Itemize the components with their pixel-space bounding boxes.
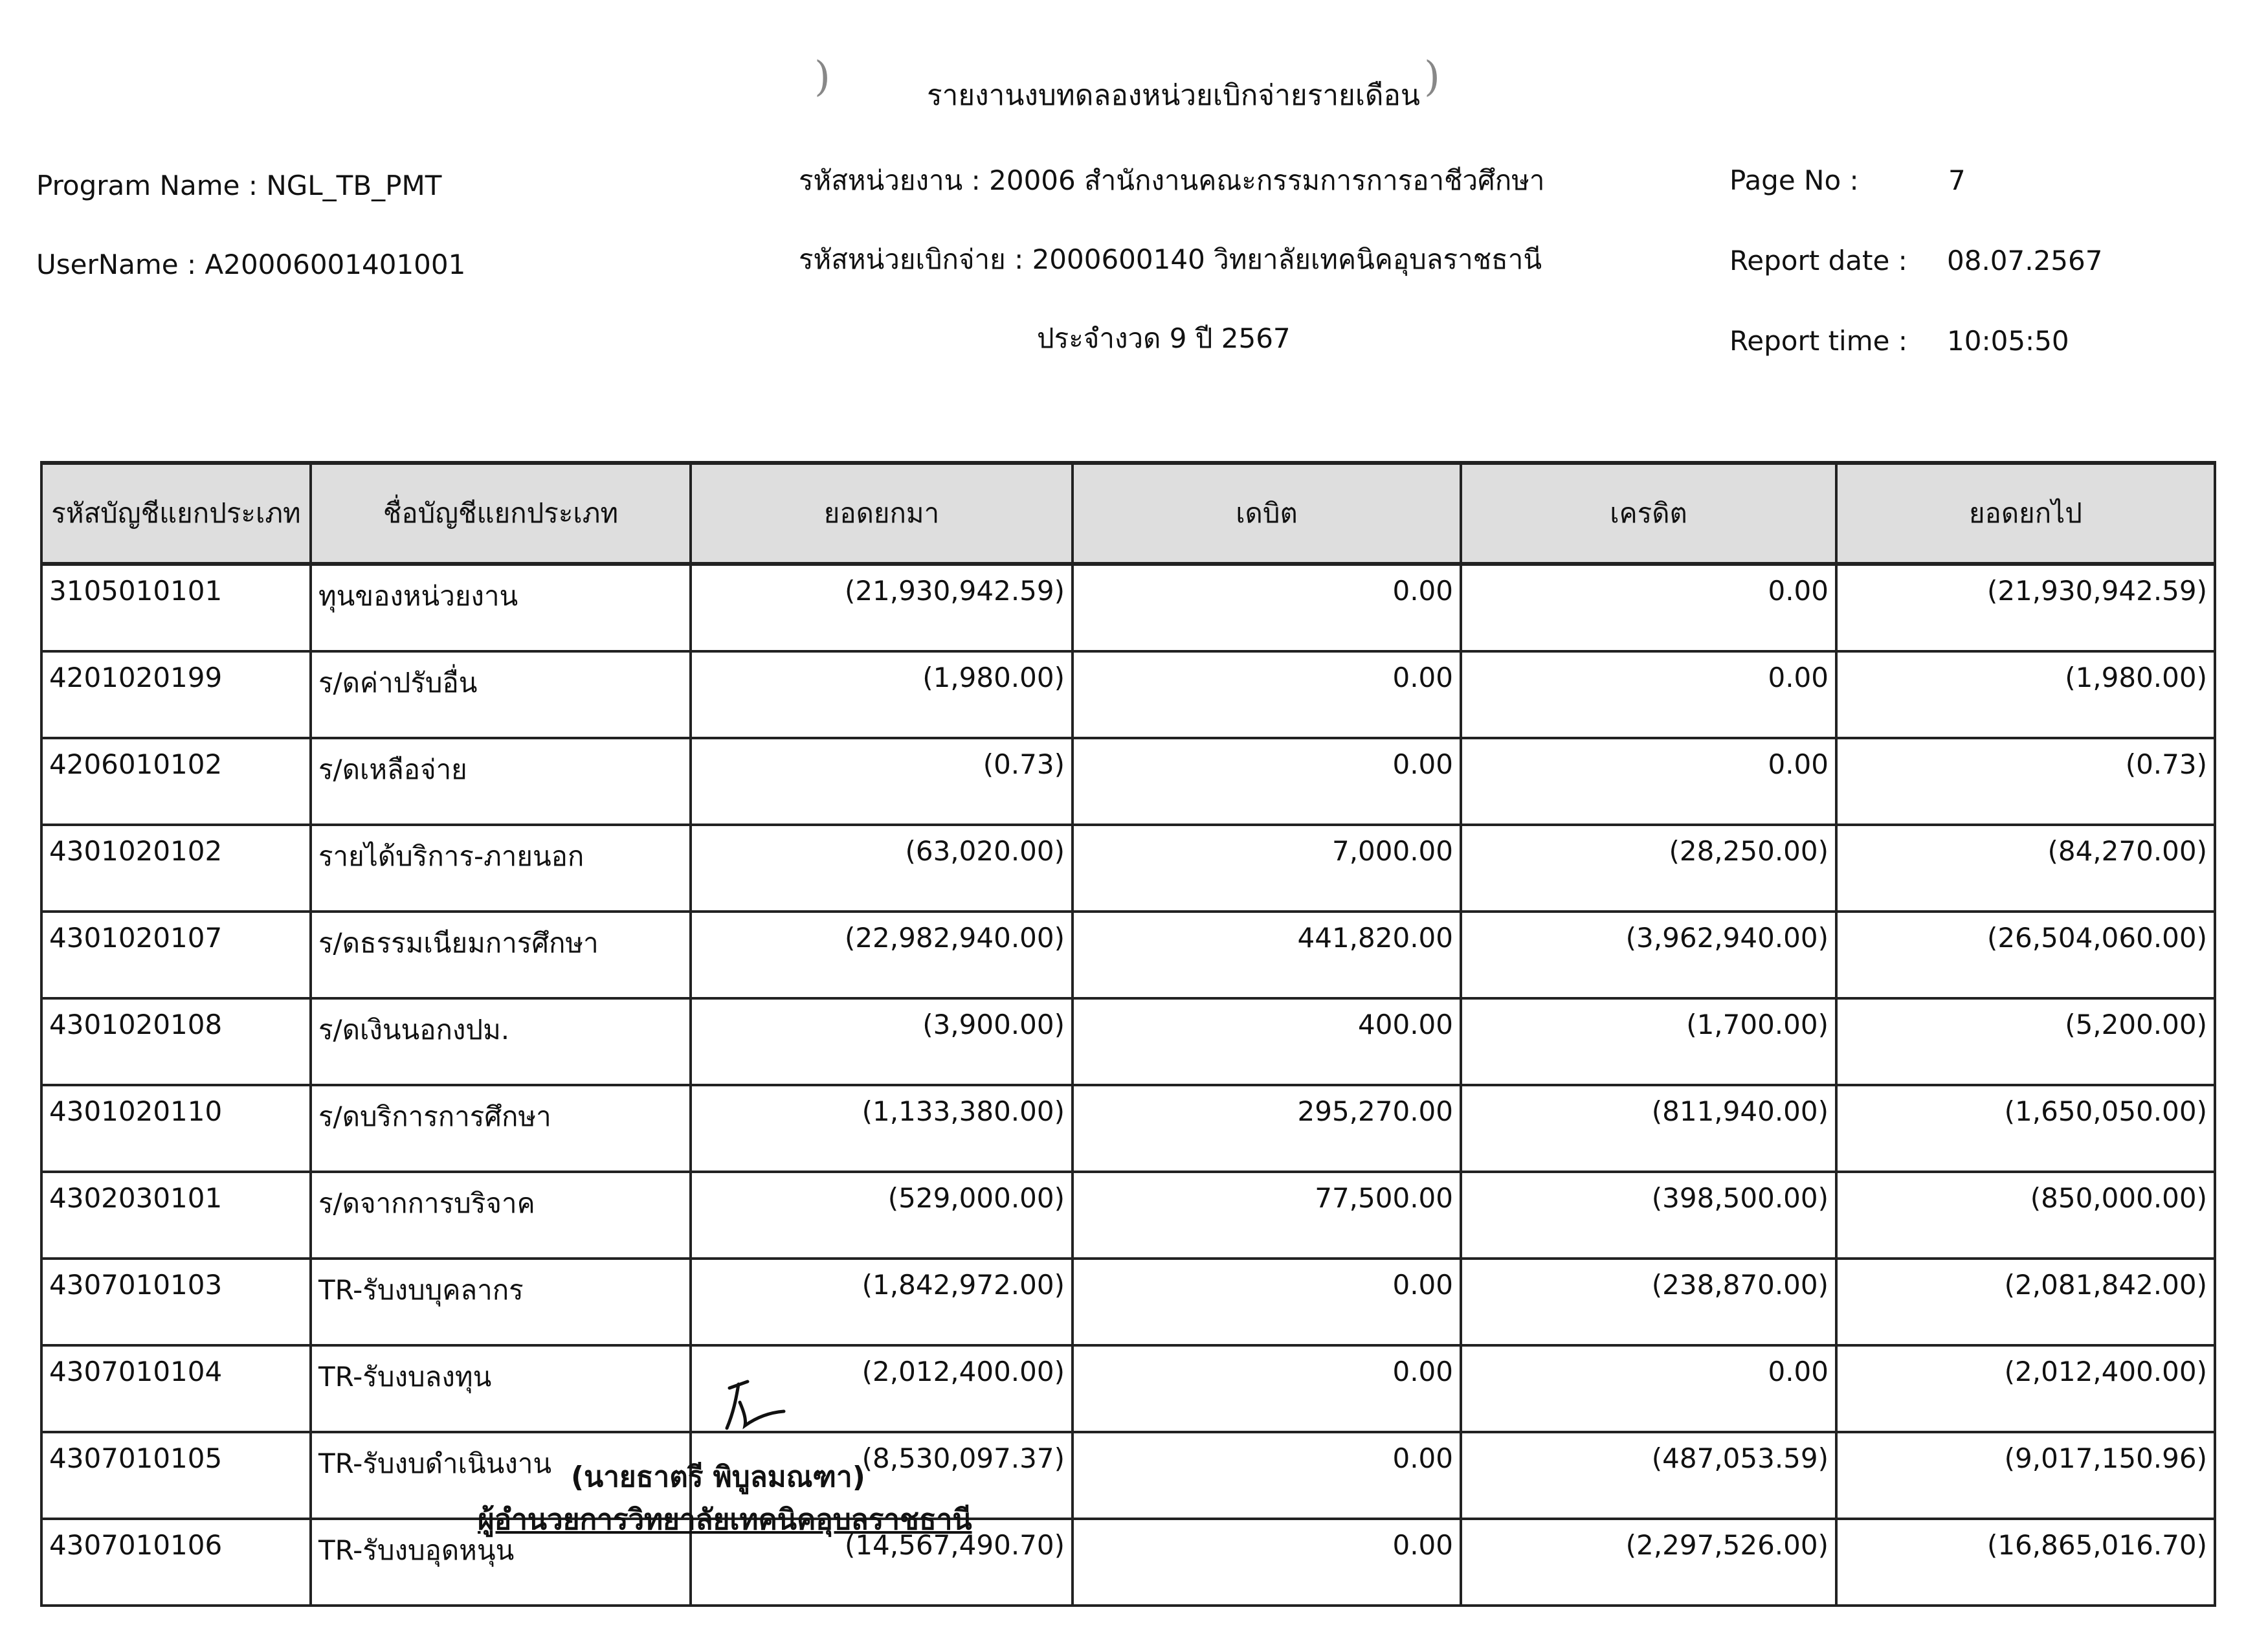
carried-forward-cell: (9,017,150.96) [1836,1432,2215,1519]
brought-forward-cell: (63,020.00) [691,825,1073,912]
account-code-cell: 4307010103 [41,1259,311,1345]
table-row [41,1345,2215,1432]
account-code-cell: 4307010105 [41,1432,311,1519]
brought-forward-cell: (1,980.00) [691,651,1073,738]
carried-forward-cell: (21,930,942.59) [1836,564,2215,651]
account-code-cell: 4307010106 [41,1519,311,1606]
debit-cell: 7,000.00 [1073,825,1461,912]
col-header-credit: เครดิต [1461,463,1836,564]
credit-cell: (1,700.00) [1461,998,1836,1085]
account-name-cell: รายได้บริการ-ภายนอก [311,825,691,912]
account-name-cell: TR-รับงบลงทุน [311,1345,691,1432]
account-code-cell: 4201020199 [41,651,311,738]
debit-cell: 441,820.00 [1073,912,1461,998]
agency-line: รหัสหน่วยงาน : 20006 สำนักงานคณะกรรมการการอาชีวศึกษา [799,164,1545,196]
brought-forward-cell: (0.73) [691,738,1073,825]
credit-cell: 0.00 [1461,564,1836,651]
account-code-cell: 4301020110 [41,1085,311,1172]
table-row [41,651,2215,738]
credit-cell: (2,297,526.00) [1461,1519,1836,1606]
account-code-cell: 4301020108 [41,998,311,1085]
carried-forward-cell: (850,000.00) [1836,1172,2215,1259]
carried-forward-cell: (16,865,016.70) [1836,1519,2215,1606]
debit-cell: 295,270.00 [1073,1085,1461,1172]
table-body [41,564,2215,1606]
col-header-brought-forward: ยอดยกมา [691,463,1073,564]
scan-mark-left: ) [814,53,830,101]
debit-cell: 0.00 [1073,1432,1461,1519]
disbursing-unit-line: รหัสหน่วยเบิกจ่าย : 2000600140 วิทยาลัยเทคนิคอุบลราชธานี [799,243,1542,275]
account-name-cell: ทุนของหน่วยงาน [311,564,691,651]
debit-cell: 0.00 [1073,651,1461,738]
col-header-account-code: รหัสบัญชีแยกประเภท [41,463,311,564]
account-code-cell: 4301020102 [41,825,311,912]
credit-cell: 0.00 [1461,651,1836,738]
carried-forward-cell: (84,270.00) [1836,825,2215,912]
account-name-cell: ร/ดจากการบริจาค [311,1172,691,1259]
brought-forward-cell: (14,567,490.70) [691,1519,1073,1606]
account-name-cell: ร/ดบริการการศึกษา [311,1085,691,1172]
debit-cell: 400.00 [1073,998,1461,1085]
scan-mark-right: ) [1424,53,1440,101]
signature-mark [722,1374,793,1432]
debit-cell: 0.00 [1073,1345,1461,1432]
col-header-debit: เดบิต [1073,463,1461,564]
brought-forward-cell: (529,000.00) [691,1172,1073,1259]
brought-forward-cell: (2,012,400.00) [691,1345,1073,1432]
col-header-account-name: ชื่อบัญชีแยกประเภท [311,463,691,564]
page-no-label: Page No : [1729,164,1859,196]
debit-cell: 0.00 [1073,1259,1461,1345]
carried-forward-cell: (0.73) [1836,738,2215,825]
account-code-cell: 4307010104 [41,1345,311,1432]
account-name-cell: TR-รับงบอุดหนุน [311,1519,691,1606]
period-line: ประจำงวด 9 ปี 2567 [1037,322,1291,354]
account-code-cell: 4206010102 [41,738,311,825]
account-name-cell: ร/ดธรรมเนียมการศึกษา [311,912,691,998]
report-date-value: 08.07.2567 [1947,245,2103,276]
brought-forward-cell: (3,900.00) [691,998,1073,1085]
credit-cell: (487,053.59) [1461,1432,1836,1519]
account-code-cell: 3105010101 [41,564,311,651]
credit-cell: (238,870.00) [1461,1259,1836,1345]
table-row [41,825,2215,912]
trial-balance-table [40,461,2216,1607]
program-name: Program Name : NGL_TB_PMT [36,170,442,201]
credit-cell: (811,940.00) [1461,1085,1836,1172]
account-name-cell: TR-รับงบบุคลากร [311,1259,691,1345]
table-row [41,1259,2215,1345]
table-row [41,1172,2215,1259]
debit-cell: 0.00 [1073,738,1461,825]
debit-cell: 0.00 [1073,564,1461,651]
brought-forward-cell: (1,133,380.00) [691,1085,1073,1172]
debit-cell: 0.00 [1073,1519,1461,1606]
report-time-label: Report time : [1729,325,1907,357]
page-no-value: 7 [1948,164,1966,196]
brought-forward-cell: (22,982,940.00) [691,912,1073,998]
credit-cell: (28,250.00) [1461,825,1836,912]
stamp-signer-name: (นายธาตรี พิบูลมณฑา) [571,1461,865,1494]
table-row [41,912,2215,998]
brought-forward-cell: (21,930,942.59) [691,564,1073,651]
table-row [41,1432,2215,1519]
report-date-label: Report date : [1729,245,1907,276]
carried-forward-cell: (2,081,842.00) [1836,1259,2215,1345]
col-header-carried-forward: ยอดยกไป [1836,463,2215,564]
table-row [41,1519,2215,1606]
carried-forward-cell: (1,650,050.00) [1836,1085,2215,1172]
carried-forward-cell: (1,980.00) [1836,651,2215,738]
table-row [41,1085,2215,1172]
table-header-row [41,463,2215,564]
credit-cell: (3,962,940.00) [1461,912,1836,998]
account-name-cell: ร/ดเงินนอกงปม. [311,998,691,1085]
debit-cell: 77,500.00 [1073,1172,1461,1259]
report-time-value: 10:05:50 [1947,325,2069,357]
table-row [41,564,2215,651]
account-name-cell: TR-รับงบดำเนินงาน [311,1432,691,1519]
account-name-cell: ร/ดค่าปรับอื่น [311,651,691,738]
carried-forward-cell: (5,200.00) [1836,998,2215,1085]
brought-forward-cell: (8,530,097.37) [691,1432,1073,1519]
carried-forward-cell: (26,504,060.00) [1836,912,2215,998]
carried-forward-cell: (2,012,400.00) [1836,1345,2215,1432]
account-code-cell: 4301020107 [41,912,311,998]
brought-forward-cell: (1,842,972.00) [691,1259,1073,1345]
account-name-cell: ร/ดเหลือจ่าย [311,738,691,825]
username: UserName : A20006001401001 [36,249,466,280]
account-code-cell: 4302030101 [41,1172,311,1259]
credit-cell: (398,500.00) [1461,1172,1836,1259]
table-row [41,998,2215,1085]
report-title: รายงานงบทดลองหน่วยเบิกจ่ายรายเดือน [927,79,1420,112]
stamp-signer-title: ผู้อำนวยการวิทยาลัยเทคนิคอุบลราชธานี [478,1503,972,1536]
credit-cell: 0.00 [1461,1345,1836,1432]
table-row [41,738,2215,825]
credit-cell: 0.00 [1461,738,1836,825]
